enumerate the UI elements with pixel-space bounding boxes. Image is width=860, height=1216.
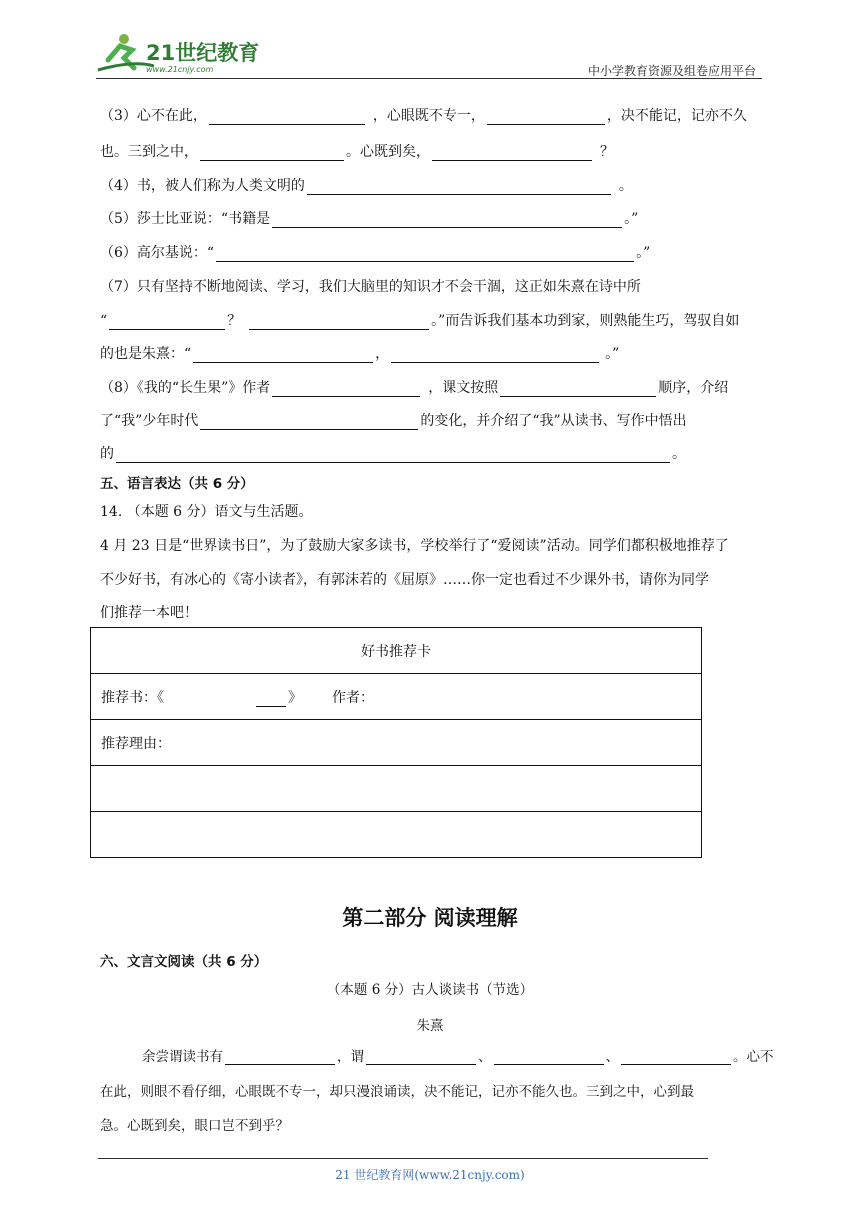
question-6: （6）高尔基说：“ 。” <box>100 245 651 261</box>
logo-url: www.21cnjy.com <box>146 65 214 74</box>
runner-logo-icon <box>94 30 264 76</box>
part-2-title: 第二部分 阅读理解 <box>342 906 518 930</box>
answer-blank[interactable] <box>307 179 611 195</box>
answer-blank[interactable] <box>487 109 605 125</box>
reason-label[interactable]: 推荐理由： <box>91 720 702 766</box>
card-blank-cell[interactable] <box>91 812 702 858</box>
footer-text[interactable]: 21 世纪教育网(www.21cnjy.com) <box>335 1168 525 1182</box>
answer-blank[interactable] <box>193 347 373 363</box>
platform-name: 中小学教育资源及组卷应用平台 <box>587 64 756 78</box>
question-3-line-2: 也。三到之中， 。心既到矣， ？ <box>100 144 614 160</box>
section-5-paragraph-line-1: 4 月 23 日是“世界读书日”，为了鼓励大家多读书，学校举行了“爱阅读”活动。同学们都积极地推荐了 <box>100 538 729 554</box>
card-book-row <box>91 674 702 720</box>
author-label: 作者： <box>332 689 374 706</box>
passage-author: 朱熹 <box>416 1018 444 1034</box>
header-divider <box>96 78 762 79</box>
answer-blank[interactable] <box>500 381 656 397</box>
section-5-title: 五、语言表达（共 6 分） <box>100 476 254 492</box>
section-5-paragraph-line-3: 们推荐一本吧！ <box>100 605 198 621</box>
answer-blank[interactable] <box>249 314 429 330</box>
book-name-blank[interactable] <box>256 691 286 707</box>
question-14: 14. （本题 6 分）语文与生活题。 <box>100 504 313 520</box>
answer-blank[interactable] <box>366 1049 476 1065</box>
answer-blank[interactable] <box>225 1049 335 1065</box>
book-close: 》 <box>288 689 302 706</box>
answer-blank[interactable] <box>216 246 634 262</box>
section-6-title: 六、文言文阅读（共 6 分） <box>100 954 268 970</box>
site-logo <box>94 30 264 76</box>
question-8-line-2: 了“我”少年时代 的变化，并介绍了“我”从读书、写作中悟出 <box>100 413 687 429</box>
answer-blank[interactable] <box>432 145 592 161</box>
answer-blank[interactable] <box>209 109 365 125</box>
answer-blank[interactable] <box>109 314 225 330</box>
passage-line-2: 在此，则眼不看仔细，心眼既不专一，却只漫浪诵读，决不能记，记亦不能久也。三到之中，心到最 <box>100 1084 694 1100</box>
question-8-line-3: 的 。 <box>100 446 686 462</box>
answer-blank[interactable] <box>621 1049 731 1065</box>
card-title: 好书推荐卡 <box>91 628 702 674</box>
question-5: （5）莎士比亚说：“书籍是 。” <box>100 211 639 227</box>
question-7-line-3: 的也是朱熹：“ ， 。” <box>100 346 620 362</box>
question-4: （4）书，被人们称为人类文明的 。 <box>100 178 633 194</box>
card-reason-row <box>91 720 702 766</box>
section-6-subtitle: （本题 6 分）古人谈读书（节选） <box>326 982 534 998</box>
answer-blank[interactable] <box>272 212 622 228</box>
answer-blank[interactable] <box>272 381 420 397</box>
answer-blank[interactable] <box>200 145 344 161</box>
answer-blank[interactable] <box>494 1049 604 1065</box>
logo-text: 21世纪教育 <box>146 41 260 65</box>
card-book-cell[interactable] <box>91 674 702 720</box>
passage-line-3: 急。心既到矣，眼口岂不到乎？ <box>100 1118 289 1134</box>
card-blank-cell[interactable] <box>91 766 702 812</box>
card-blank-row <box>91 812 702 858</box>
book-label: 推荐书：《 <box>101 689 164 706</box>
card-title-row <box>91 628 702 674</box>
section-5-paragraph-line-2: 不少好书，有冰心的《寄小读者》，有郭沫若的《屈原》……你一定也看过不少课外书，请你为同学 <box>100 572 709 588</box>
footer-divider <box>98 1158 708 1159</box>
card-blank-row <box>91 766 702 812</box>
answer-blank[interactable] <box>116 447 670 463</box>
answer-blank[interactable] <box>391 347 599 363</box>
passage-line-1: 余尝谓读书有 ，谓 、 、 。心不 <box>142 1049 774 1065</box>
answer-blank[interactable] <box>200 414 418 430</box>
question-7-line-1: （7）只有坚持不断地阅读、学习，我们大脑里的知识才不会干涸，这正如朱熹在诗中所 <box>100 279 641 295</box>
book-recommendation-card <box>90 627 702 858</box>
question-3-line-1: （3）心不在此， ，心眼既不专一， ，决不能记，记亦不久 <box>100 108 747 124</box>
question-8-line-1: （8）《我的“长生果”》作者 ，课文按照 顺序，介绍 <box>100 380 729 396</box>
question-7-line-2: “ ？ 。”而告诉我们基本功到家，则熟能生巧，驾驭自如 <box>100 313 740 329</box>
